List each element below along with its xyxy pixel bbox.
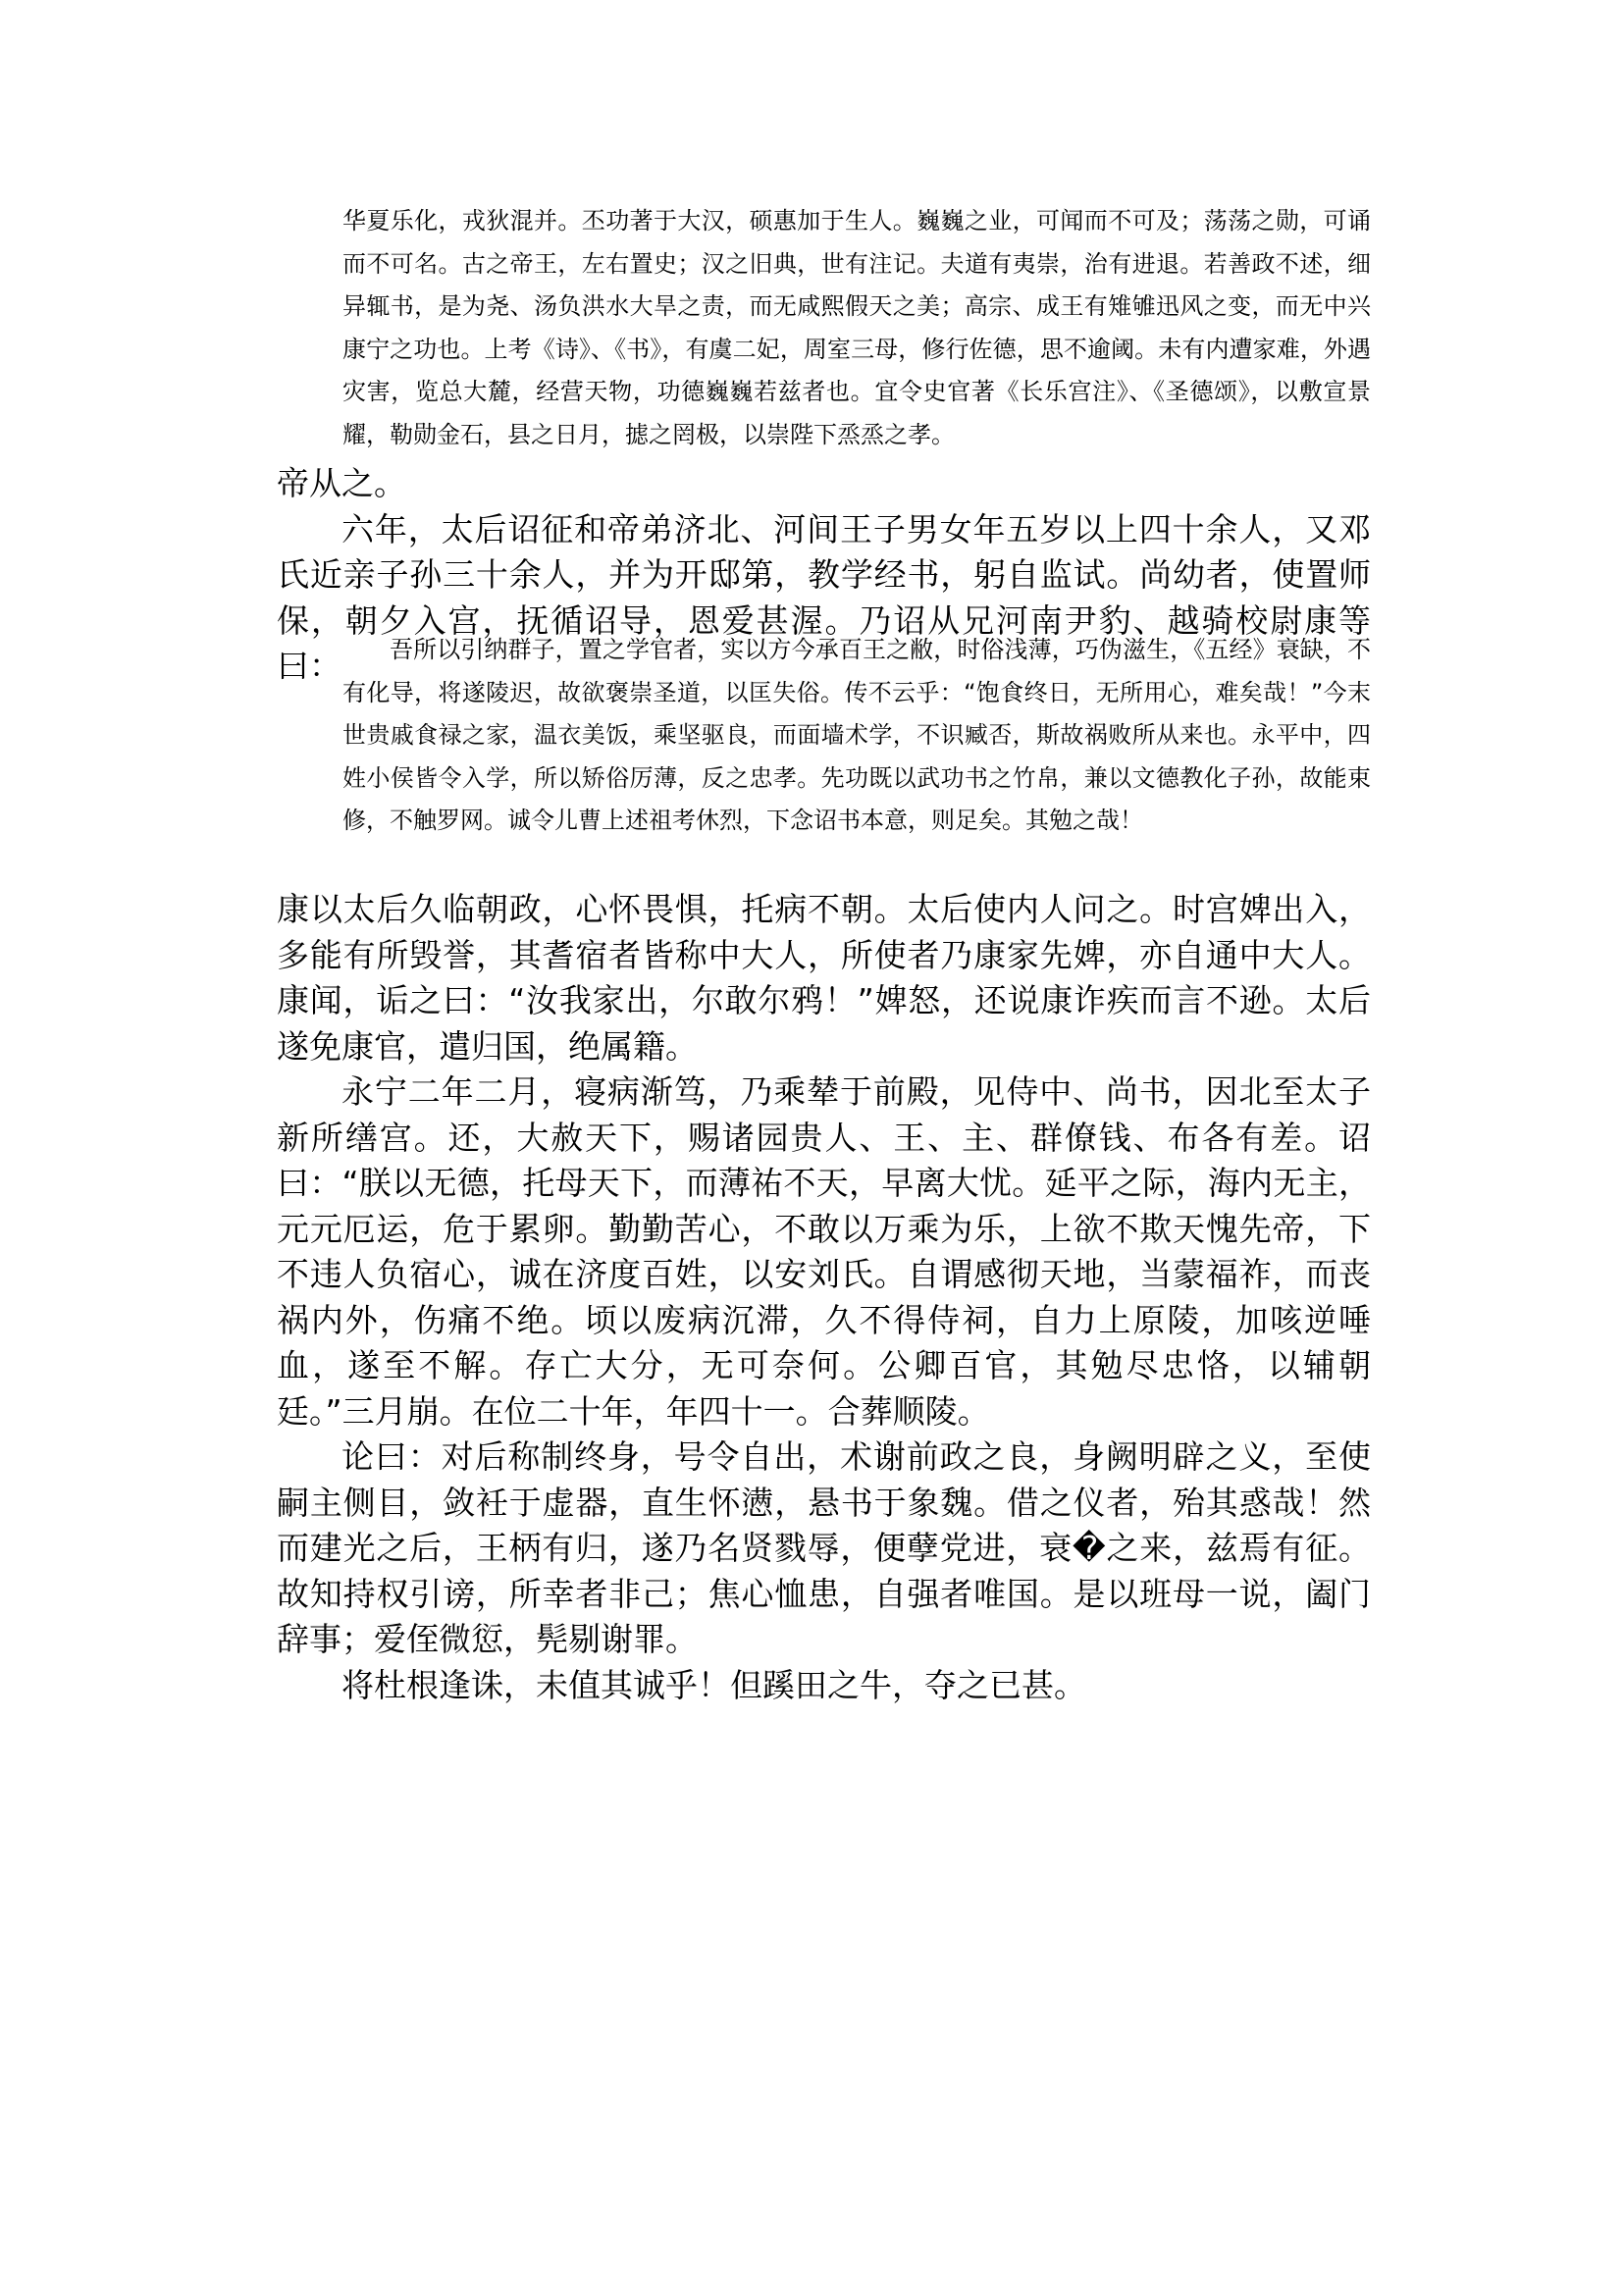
quote-2-text: 吾所以引纳群子，置之学官者，实以方今承百王之敝，时俗浅薄，巧伪滋生，《五经》衰缺，不有化导，将遂陵迟，故欲褒崇圣道，以匡失俗。传不云乎：“饱食终日，无所用心，难矣哉！”今末世贵戚食禄之家，温衣美饭，乘坚驱良，而面墙术学，不识臧否，斯故祸败所从来也。永平中，四姓小侯皆令入学，所以矫俗厉薄，反之忠孝。先功既以武功书之竹帛，兼以文德教化子孙，故能束修，不触罗网。诚令儿曹上述祖考休烈，下念诏书本意，则足矣。其勉之哉！ [342, 636, 1371, 835]
quote-block-2 [342, 629, 1371, 843]
quote-block-1 [342, 200, 1371, 457]
paragraph-sixth-year: 六年，太后诏征和帝弟济北、河间王子男女年五岁以上四十余人，又邓氏近亲子孙三十余人，并为开邸第，教学经书，躬自监试。尚幼者，使置师保，朝夕入宫，抚循诏导，恩爱甚渥。乃诏从兄河南尹豹、越骑校尉康等曰： [277, 509, 1371, 685]
paragraph-jiang: 将杜根逢诛，未值其诚乎！但蹊田之牛，夺之已甚。 [341, 1665, 1086, 1704]
main-text-block-2 [277, 887, 1371, 1708]
quote-1-text: 华夏乐化，戎狄混并。丕功著于大汉，硕惠加于生人。巍巍之业，可闻而不可及；荡荡之勋，可诵而不可名。古之帝王，左右置史；汉之旧典，世有注记。夫道有夷崇，治有进退。若善政不述，细异辄书，是为尧、汤负洪水大旱之责，而无咸熙假天之美；高宗、成王有雉雊迅风之变，而无中兴康宁之功也。上考《诗》、《书》，有虞二妃，周室三母，修行佐德，思不逾阈。未有内遭家难，外遇灾害，览总大麓，经营天物，功德巍巍若兹者也。宜令史官著《长乐宫注》、《圣德颂》，以敷宣景耀，勒勋金石，县之日月，摅之罔极，以崇陛下烝烝之孝。 [342, 207, 1371, 448]
paragraph-lun: 论曰：对后称制终身，号令自出，术谢前政之良，身阙明辟之义，至使嗣主侧目，敛衽于虚器，直生怀懑，悬书于象魏。借之仪者，殆其惑哉！然而建光之后，王柄有归，遂乃名贤戮辱，便孽党进，衰�之来，兹焉有征。故知持权引谤，所幸者非己；焦心恤患，自强者唯国。是以班母一说，阖门辞事；爱侄微愆，髡剔谢罪。 [277, 1437, 1371, 1658]
paragraph-emperor-agreed: 帝从之。 [277, 464, 406, 502]
paragraph-yongning: 永宁二年二月，寝病渐笃，乃乘辇于前殿，见侍中、尚书，因北至太子新所缮宫。还，大赦天下，赐诸园贵人、王、主、群僚钱、布各有差。诏曰：“朕以无德，托母天下，而薄祐不天，早离大忧。延平之际，海内无主，元元厄运，危于累卵。勤勤苦心，不敢以万乘为乐，上欲不欺天愧先帝，下不违人负宿心，诚在济度百姓，以安刘氏。自谓感彻天地，当蒙福祚，而丧祸内外，伤痛不绝。顷以废病沉滞，久不得侍祠，自力上原陵，加咳逆唾血，遂至不解。存亡大分，无可奈何。公卿百官，其勉尽忠恪，以辅朝廷。”三月崩。在位二十年，年四十一。合葬顺陵。 [277, 1072, 1371, 1431]
paragraph-kang: 康以太后久临朝政，心怀畏惧，托病不朝。太后使内人问之。时宫婢出入，多能有所毁誉，其耆宿者皆称中大人，所使者乃康家先婢，亦自通中大人。康闻，诟之曰：“汝我家出，尔敢尔鸦！”婢怒，还说康诈疾而言不逊。太后遂免康官，遣归国，绝属籍。 [277, 890, 1371, 1066]
